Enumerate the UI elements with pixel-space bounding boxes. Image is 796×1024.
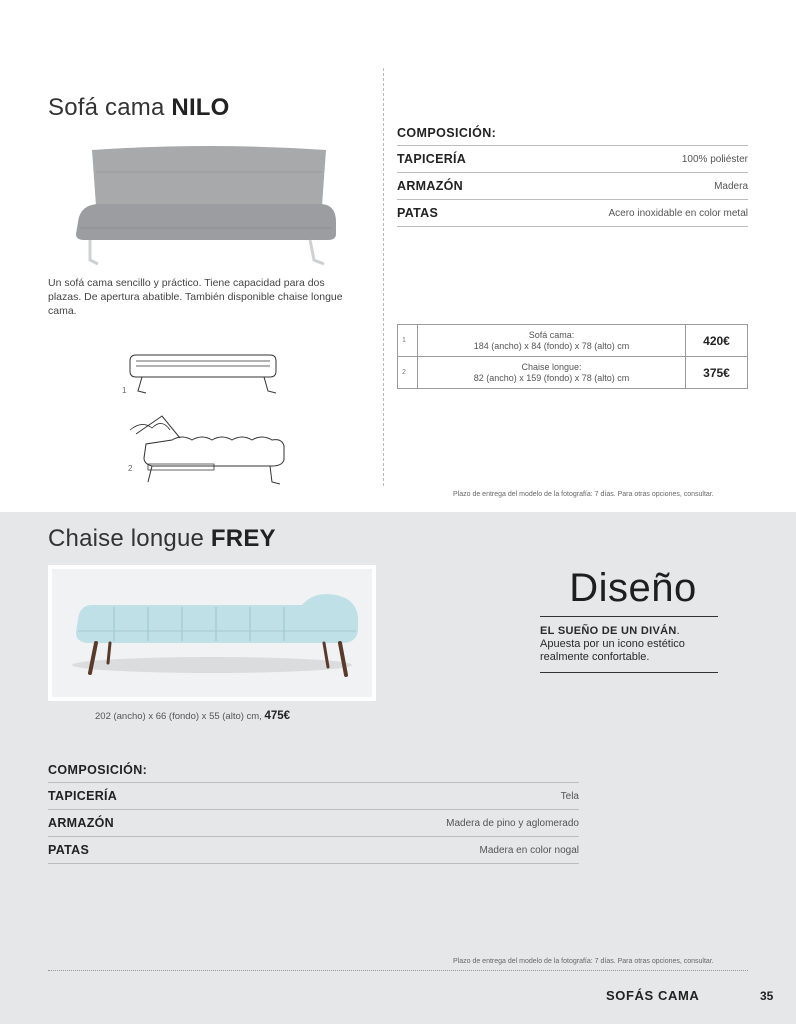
frey-title: Chaise longue FREY: [48, 525, 276, 552]
spec-row-tapiceria: TAPICERÍA Tela: [48, 783, 579, 810]
design-text: Apuesta por un icono estético realmente confortable.: [540, 638, 685, 663]
frey-composition: [48, 757, 579, 864]
spec-row-patas: PATAS Acero inoxidable en color metal: [397, 200, 748, 227]
frey-price: 475€: [264, 710, 291, 722]
diagram-label-2: 2: [128, 464, 133, 473]
footer-section-title: SOFÁS CAMA: [606, 988, 700, 1003]
footer-dotted-rule: [48, 970, 748, 971]
spec-row-armazon: ARMAZÓN Madera de pino y aglomerado: [48, 810, 579, 837]
frey-delivery-note: Plazo de entrega del modelo de la fotografía: 7 días. Para otras opciones, consultar.: [453, 958, 714, 965]
frey-dimensions: 202 (ancho) x 66 (fondo) x 55 (alto) cm, 475€: [95, 710, 291, 722]
frey-photo: [48, 565, 376, 701]
nilo-diagram-chaise: [122, 408, 292, 488]
nilo-delivery-note: Plazo de entrega del modelo de la fotografía: 7 días. Para otras opciones, consultar.: [453, 491, 714, 498]
price-value: 375€: [686, 357, 748, 389]
nilo-description: Un sofá cama sencillo y práctico. Tiene capacidad para dos plazas. De apertura abatible. También disponible chaise longue cama.: [48, 277, 343, 317]
diagram-label-1: 1: [122, 386, 127, 395]
spec-row-tapiceria: TAPICERÍA 100% poliéster: [397, 146, 748, 173]
nilo-diagram-sofa: [120, 345, 290, 400]
nilo-title: Sofá cama NILO: [48, 94, 230, 121]
price-value: 420€: [686, 325, 748, 357]
design-rule-bottom: [540, 672, 718, 673]
page-number: 35: [760, 989, 774, 1003]
design-callout: Diseño EL SUEÑO DE UN DIVÁN. Apuesta por un icono estético realmente confortable.: [540, 566, 718, 673]
nilo-sofa-photo: [70, 144, 342, 269]
design-heading: Diseño: [569, 566, 697, 610]
composition-heading: COMPOSICIÓN:: [48, 757, 579, 783]
frey-chaise-image: [52, 569, 372, 697]
nilo-composition: [397, 120, 748, 227]
composition-heading: COMPOSICIÓN:: [397, 120, 748, 146]
spec-row-patas: PATAS Madera en color nogal: [48, 837, 579, 864]
price-row: 2 Chaise longue: 82 (ancho) x 159 (fondo) x 78 (alto) cm 375€: [398, 357, 748, 389]
column-divider: [383, 68, 384, 486]
design-tagline: EL SUEÑO DE UN DIVÁN: [540, 625, 677, 637]
spec-row-armazon: ARMAZÓN Madera: [397, 173, 748, 200]
design-rule: [540, 616, 718, 617]
nilo-price-table: [397, 324, 748, 389]
price-row: 1 Sofá cama: 184 (ancho) x 84 (fondo) x 78 (alto) cm 420€: [398, 325, 748, 357]
